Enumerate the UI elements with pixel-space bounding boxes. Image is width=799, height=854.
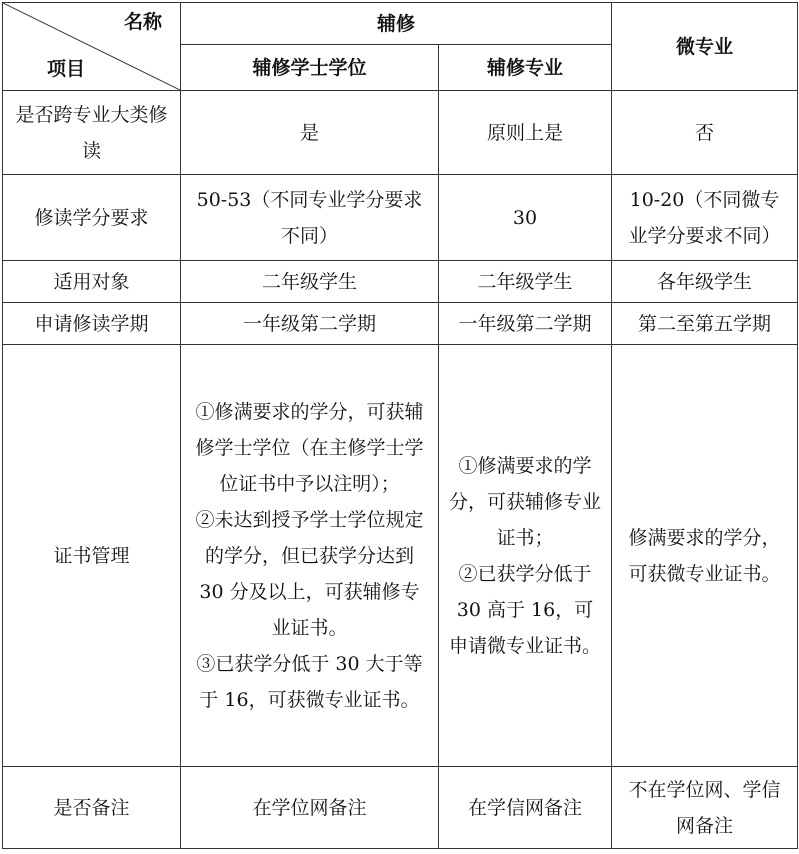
cell-major: 原则上是 [439,91,612,175]
major-cert-item: ②已获学分低于 30 高于 16，可申请微专业证书。 [449,562,602,657]
table-row [3,261,798,303]
cell-major: 30 [439,175,612,261]
col-header-degree: 辅修学士学位 [181,45,439,91]
header-row-1 [3,3,798,45]
table-row [3,91,798,175]
cell-degree [181,345,439,767]
cell-micro: 否 [612,91,798,175]
table-row [3,303,798,345]
cell-micro: 10-20（不同微专业学分要求不同） [612,175,798,261]
cell-degree: 50-53（不同专业学分要求不同） [181,175,439,261]
col-header-major: 辅修专业 [439,45,612,91]
cell-degree: 一年级第二学期 [181,303,439,345]
row-label: 是否跨专业大类修读 [3,91,181,175]
cell-degree: 二年级学生 [181,261,439,303]
degree-cert-item: ①修满要求的学分，可获辅修学士学位（在主修学士学位证书中予以注明）； [195,400,424,495]
table-row [3,767,798,849]
table-row [3,175,798,261]
corner-label-item: 项目 [47,58,86,80]
major-cert-item: ①修满要求的学分，可获辅修专业证书； [449,454,602,549]
corner-header-cell [3,3,181,91]
cell-degree: 是 [181,91,439,175]
degree-cert-item: ③已获学分低于 30 大于等于 16，可获微专业证书。 [196,652,423,711]
row-label: 适用对象 [3,261,181,303]
row-label: 证书管理 [3,345,181,767]
row-label: 修读学分要求 [3,175,181,261]
table-row [3,345,798,767]
col-header-micro: 微专业 [612,3,798,91]
cell-major: 一年级第二学期 [439,303,612,345]
cell-micro: 各年级学生 [612,261,798,303]
cell-degree: 在学位网备注 [181,767,439,849]
cell-micro: 第二至第五学期 [612,303,798,345]
corner-label-name: 名称 [123,11,162,33]
degree-cert-item: ②未达到授予学士学位规定的学分，但已获学分达到 30 分及以上，可获辅修专业证书。 [195,508,424,639]
cell-major: 在学信网备注 [439,767,612,849]
cell-micro: 不在学位网、学信网备注 [612,767,798,849]
cell-micro: 修满要求的学分，可获微专业证书。 [612,345,798,767]
cell-major [439,345,612,767]
row-label: 是否备注 [3,767,181,849]
row-label: 申请修读学期 [3,303,181,345]
comparison-table [2,2,798,849]
cell-major: 二年级学生 [439,261,612,303]
group-header-fuxiu: 辅修 [181,3,612,45]
